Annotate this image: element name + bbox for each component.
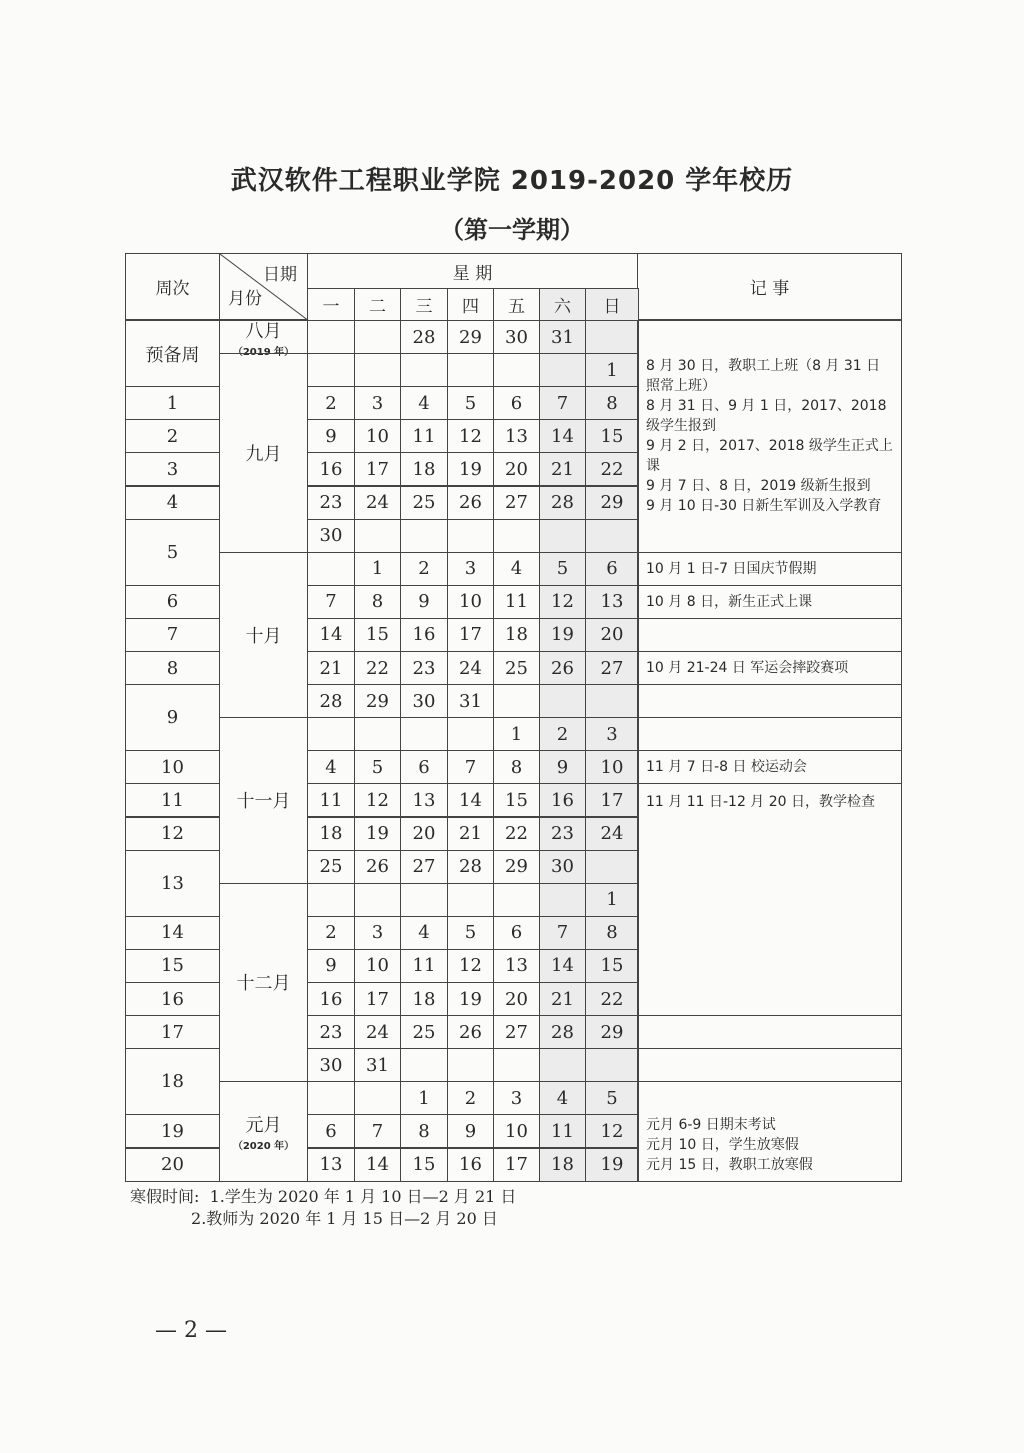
day-cell: 20 bbox=[493, 452, 540, 486]
note-line: 11 月 7 日-8 日 校运动会 bbox=[646, 759, 807, 776]
day-cell: 1 bbox=[585, 353, 639, 387]
month-name: 十月 bbox=[245, 625, 282, 647]
note-line: 元月 6-9 日期末考试 bbox=[646, 1116, 776, 1133]
day-cell: 11 bbox=[400, 949, 448, 983]
day-cell: 28 bbox=[539, 486, 586, 520]
day-cell: 6 bbox=[585, 552, 639, 586]
day-cell: 30 bbox=[307, 519, 355, 553]
day-cell: 14 bbox=[539, 419, 586, 453]
day-cell: 24 bbox=[354, 1015, 401, 1049]
day-cell: 7 bbox=[354, 1114, 401, 1148]
day-cell: 28 bbox=[447, 850, 494, 884]
day-cell: 18 bbox=[400, 452, 448, 486]
day-cell bbox=[539, 353, 586, 387]
month-year: （2020 年） bbox=[232, 1140, 295, 1152]
day-cell: 9 bbox=[539, 750, 586, 784]
day-cell bbox=[307, 353, 355, 387]
month-name: 十一月 bbox=[236, 791, 291, 813]
day-cell: 7 bbox=[539, 916, 586, 950]
day-cell: 27 bbox=[585, 651, 639, 685]
day-cell: 3 bbox=[493, 1081, 540, 1115]
day-cell: 10 bbox=[585, 750, 639, 784]
week-number-cell: 2 bbox=[125, 419, 220, 453]
day-cell bbox=[354, 519, 401, 553]
day-cell bbox=[400, 1048, 448, 1082]
day-cell bbox=[400, 717, 448, 751]
day-cell bbox=[447, 1048, 494, 1082]
day-cell: 8 bbox=[400, 1114, 448, 1148]
day-cell: 21 bbox=[307, 651, 355, 685]
day-cell: 31 bbox=[447, 684, 494, 718]
day-cell: 5 bbox=[354, 750, 401, 784]
day-cell bbox=[354, 1081, 401, 1115]
day-cell: 13 bbox=[493, 419, 540, 453]
day-cell bbox=[354, 353, 401, 387]
day-cell: 1 bbox=[493, 717, 540, 751]
day-cell: 19 bbox=[354, 817, 401, 851]
day-cell: 22 bbox=[585, 982, 639, 1016]
day-cell bbox=[354, 883, 401, 917]
day-cell: 28 bbox=[400, 320, 448, 354]
day-cell: 2 bbox=[400, 552, 448, 586]
day-cell: 13 bbox=[400, 783, 448, 817]
day-cell: 19 bbox=[539, 618, 586, 652]
day-cell: 7 bbox=[307, 585, 355, 619]
month-year: （2019 年） bbox=[232, 346, 295, 358]
week-number-cell: 18 bbox=[125, 1048, 220, 1115]
day-cell: 4 bbox=[539, 1081, 586, 1115]
day-cell: 11 bbox=[539, 1114, 586, 1148]
day-cell: 25 bbox=[400, 486, 448, 520]
day-cell: 5 bbox=[539, 552, 586, 586]
day-cell: 26 bbox=[539, 651, 586, 685]
day-cell: 8 bbox=[354, 585, 401, 619]
day-cell: 29 bbox=[447, 320, 494, 354]
month-cell bbox=[219, 552, 308, 719]
day-cell: 12 bbox=[585, 1114, 639, 1148]
day-cell bbox=[493, 883, 540, 917]
day-cell: 2 bbox=[539, 717, 586, 751]
day-cell: 12 bbox=[539, 585, 586, 619]
day-cell: 14 bbox=[539, 949, 586, 983]
note-line: 11 月 11 日-12 月 20 日，教学检查 bbox=[646, 794, 876, 811]
week-number-cell: 4 bbox=[125, 486, 220, 520]
day-cell: 12 bbox=[354, 783, 401, 817]
day-cell: 5 bbox=[447, 916, 494, 950]
day-cell: 27 bbox=[400, 850, 448, 884]
day-cell: 31 bbox=[354, 1048, 401, 1082]
day-cell: 11 bbox=[493, 585, 540, 619]
day-cell: 24 bbox=[447, 651, 494, 685]
day-cell: 15 bbox=[354, 618, 401, 652]
day-cell: 10 bbox=[493, 1114, 540, 1148]
day-cell: 20 bbox=[400, 817, 448, 851]
notes-cell bbox=[637, 1015, 902, 1049]
day-cell: 16 bbox=[307, 452, 355, 486]
day-cell bbox=[307, 717, 355, 751]
day-cell: 30 bbox=[400, 684, 448, 718]
note-line: 9 月 7 日、8 日，2019 级新生报到 bbox=[646, 478, 871, 495]
notes-cell bbox=[637, 552, 902, 586]
day-cell bbox=[307, 883, 355, 917]
day-cell bbox=[447, 519, 494, 553]
day-cell: 15 bbox=[400, 1148, 448, 1182]
day-cell: 26 bbox=[447, 1015, 494, 1049]
day-cell bbox=[493, 519, 540, 553]
day-cell: 16 bbox=[447, 1148, 494, 1182]
day-cell: 25 bbox=[400, 1015, 448, 1049]
note-line: 元月 15 日，教职工放寒假 bbox=[646, 1156, 813, 1173]
day-cell bbox=[539, 1048, 586, 1082]
day-cell: 14 bbox=[354, 1148, 401, 1182]
day-cell: 17 bbox=[585, 783, 639, 817]
day-cell: 3 bbox=[447, 552, 494, 586]
day-cell: 16 bbox=[400, 618, 448, 652]
week-number-cell: 17 bbox=[125, 1015, 220, 1049]
day-cell: 6 bbox=[493, 916, 540, 950]
week-number-cell: 预备周 bbox=[125, 320, 220, 387]
day-cell: 13 bbox=[585, 585, 639, 619]
month-cell bbox=[219, 1081, 308, 1181]
day-cell: 19 bbox=[447, 982, 494, 1016]
day-cell: 16 bbox=[307, 982, 355, 1016]
day-cell: 27 bbox=[493, 1015, 540, 1049]
day-cell: 4 bbox=[400, 386, 448, 420]
note-line: 10 月 21-24 日 军运会摔跤赛项 bbox=[646, 660, 849, 677]
day-cell bbox=[585, 684, 639, 718]
day-cell: 27 bbox=[493, 486, 540, 520]
date-month-header bbox=[219, 253, 308, 320]
notes-cell bbox=[637, 651, 902, 685]
day-cell bbox=[307, 552, 355, 586]
day-cell: 24 bbox=[585, 817, 639, 851]
day-cell: 23 bbox=[539, 817, 586, 851]
day-cell: 17 bbox=[354, 452, 401, 486]
day-cell: 18 bbox=[493, 618, 540, 652]
day-cell bbox=[307, 1081, 355, 1115]
notes-cell bbox=[637, 717, 902, 751]
page-number: — 2 — bbox=[155, 1318, 227, 1343]
day-cell bbox=[539, 883, 586, 917]
day-cell: 17 bbox=[447, 618, 494, 652]
day-cell: 6 bbox=[400, 750, 448, 784]
week-column-header: 周次 bbox=[125, 253, 220, 320]
day-cell: 29 bbox=[354, 684, 401, 718]
day-cell: 30 bbox=[493, 320, 540, 354]
day-cell: 14 bbox=[307, 618, 355, 652]
month-cell bbox=[219, 883, 308, 1083]
day-cell: 19 bbox=[585, 1148, 639, 1182]
day-cell: 5 bbox=[447, 386, 494, 420]
day-cell: 10 bbox=[354, 419, 401, 453]
weekday-header: 三 bbox=[400, 288, 448, 321]
week-number-cell: 10 bbox=[125, 750, 220, 784]
week-number-cell: 8 bbox=[125, 651, 220, 685]
day-cell: 22 bbox=[585, 452, 639, 486]
day-cell: 29 bbox=[585, 486, 639, 520]
note-line: 9 月 10 日-30 日新生军训及入学教育 bbox=[646, 498, 882, 515]
day-cell: 25 bbox=[493, 651, 540, 685]
day-cell bbox=[585, 320, 639, 354]
day-cell: 10 bbox=[354, 949, 401, 983]
day-cell: 12 bbox=[447, 949, 494, 983]
day-cell: 2 bbox=[447, 1081, 494, 1115]
day-cell bbox=[400, 883, 448, 917]
day-cell: 4 bbox=[493, 552, 540, 586]
day-cell bbox=[539, 519, 586, 553]
day-cell: 15 bbox=[585, 419, 639, 453]
week-number-cell: 12 bbox=[125, 817, 220, 851]
week-number-cell: 11 bbox=[125, 783, 220, 817]
day-cell: 26 bbox=[447, 486, 494, 520]
day-cell: 28 bbox=[539, 1015, 586, 1049]
day-cell: 25 bbox=[307, 850, 355, 884]
day-cell: 15 bbox=[493, 783, 540, 817]
day-cell: 18 bbox=[539, 1148, 586, 1182]
week-number-cell: 3 bbox=[125, 452, 220, 486]
day-cell bbox=[400, 353, 448, 387]
day-cell bbox=[585, 1048, 639, 1082]
week-number-cell: 9 bbox=[125, 684, 220, 751]
day-cell: 10 bbox=[447, 585, 494, 619]
notes-cell bbox=[637, 618, 902, 652]
day-cell: 9 bbox=[400, 585, 448, 619]
month-cell bbox=[219, 320, 308, 358]
day-cell: 9 bbox=[447, 1114, 494, 1148]
note-line: 8 月 31 日、9 月 1 日，2017、2018 级学生报到 bbox=[646, 398, 887, 435]
day-cell: 1 bbox=[400, 1081, 448, 1115]
day-cell bbox=[493, 1048, 540, 1082]
day-cell: 12 bbox=[447, 419, 494, 453]
notes-cell bbox=[637, 320, 902, 553]
day-cell: 28 bbox=[307, 684, 355, 718]
weekday-header: 二 bbox=[354, 288, 401, 321]
weekday-header: 四 bbox=[447, 288, 494, 321]
day-cell: 21 bbox=[539, 452, 586, 486]
day-cell bbox=[539, 684, 586, 718]
date-label: 日期 bbox=[263, 265, 297, 285]
day-cell: 5 bbox=[585, 1081, 639, 1115]
day-cell: 2 bbox=[307, 916, 355, 950]
weekday-header: 六 bbox=[539, 288, 586, 321]
day-cell: 20 bbox=[493, 982, 540, 1016]
day-cell: 31 bbox=[539, 320, 586, 354]
day-cell: 11 bbox=[400, 419, 448, 453]
day-cell: 30 bbox=[539, 850, 586, 884]
day-cell: 18 bbox=[307, 817, 355, 851]
weekday-header: 五 bbox=[493, 288, 540, 321]
day-cell: 11 bbox=[307, 783, 355, 817]
day-cell: 8 bbox=[493, 750, 540, 784]
day-cell: 3 bbox=[354, 916, 401, 950]
day-cell: 3 bbox=[354, 386, 401, 420]
day-cell: 8 bbox=[585, 386, 639, 420]
week-number-cell: 19 bbox=[125, 1114, 220, 1148]
week-number-cell: 5 bbox=[125, 519, 220, 586]
day-cell: 4 bbox=[400, 916, 448, 950]
note-line: 9 月 2 日，2017、2018 级学生正式上课 bbox=[646, 438, 893, 475]
month-cell bbox=[219, 717, 308, 884]
week-number-cell: 7 bbox=[125, 618, 220, 652]
day-cell bbox=[493, 684, 540, 718]
day-cell: 6 bbox=[307, 1114, 355, 1148]
month-cell bbox=[219, 353, 308, 553]
day-cell: 7 bbox=[447, 750, 494, 784]
month-name: 元月 bbox=[245, 1114, 282, 1136]
weekday-group-header: 星 期 bbox=[307, 253, 638, 289]
calendar-table bbox=[125, 253, 902, 1189]
day-cell bbox=[307, 320, 355, 354]
day-cell: 7 bbox=[539, 386, 586, 420]
day-cell: 9 bbox=[307, 949, 355, 983]
winter-break-line-1: 寒假时间: 1.学生为 2020 年 1 月 10 日—2 月 21 日 bbox=[130, 1187, 517, 1206]
day-cell: 20 bbox=[585, 618, 639, 652]
day-cell: 16 bbox=[539, 783, 586, 817]
day-cell bbox=[585, 850, 639, 884]
notes-cell bbox=[637, 783, 902, 1016]
day-cell: 22 bbox=[354, 651, 401, 685]
note-line: 8 月 30 日，教职工上班（8 月 31 日照常上班） bbox=[646, 358, 881, 395]
month-name: 九月 bbox=[245, 443, 282, 465]
day-cell: 21 bbox=[539, 982, 586, 1016]
weekday-header: 日 bbox=[585, 288, 639, 321]
day-cell bbox=[447, 353, 494, 387]
day-cell: 22 bbox=[493, 817, 540, 851]
day-cell: 23 bbox=[307, 486, 355, 520]
week-number-cell: 16 bbox=[125, 982, 220, 1016]
weekday-header: 一 bbox=[307, 288, 355, 321]
day-cell bbox=[493, 353, 540, 387]
notes-cell bbox=[637, 1081, 902, 1181]
month-name: 八月 bbox=[245, 320, 282, 342]
day-cell: 1 bbox=[585, 883, 639, 917]
notes-cell bbox=[637, 1048, 902, 1082]
day-cell: 15 bbox=[585, 949, 639, 983]
day-cell: 23 bbox=[307, 1015, 355, 1049]
day-cell bbox=[354, 717, 401, 751]
week-number-cell: 20 bbox=[125, 1148, 220, 1182]
notes-cell bbox=[637, 684, 902, 718]
day-cell bbox=[585, 519, 639, 553]
day-cell bbox=[400, 519, 448, 553]
day-cell: 29 bbox=[585, 1015, 639, 1049]
document-subtitle: （第一学期） bbox=[440, 216, 584, 244]
note-line: 元月 10 日，学生放寒假 bbox=[646, 1136, 799, 1153]
day-cell: 13 bbox=[307, 1148, 355, 1182]
week-number-cell: 6 bbox=[125, 585, 220, 619]
day-cell bbox=[354, 320, 401, 354]
day-cell: 23 bbox=[400, 651, 448, 685]
day-cell: 30 bbox=[307, 1048, 355, 1082]
day-cell: 2 bbox=[307, 386, 355, 420]
week-number-cell: 15 bbox=[125, 949, 220, 983]
day-cell: 4 bbox=[307, 750, 355, 784]
day-cell: 26 bbox=[354, 850, 401, 884]
note-line: 10 月 1 日-7 日国庆节假期 bbox=[646, 560, 817, 577]
winter-break-line-2: 2.教师为 2020 年 1 月 15 日—2 月 20 日 bbox=[130, 1209, 498, 1228]
month-name: 十二月 bbox=[236, 973, 291, 995]
day-cell: 17 bbox=[354, 982, 401, 1016]
winter-break-note bbox=[130, 1186, 516, 1230]
day-cell: 9 bbox=[307, 419, 355, 453]
month-label: 月份 bbox=[228, 289, 262, 309]
day-cell: 3 bbox=[585, 717, 639, 751]
notes-cell bbox=[637, 750, 902, 784]
week-number-cell: 14 bbox=[125, 916, 220, 950]
note-line: 10 月 8 日，新生正式上课 bbox=[646, 593, 813, 610]
day-cell: 24 bbox=[354, 486, 401, 520]
day-cell: 8 bbox=[585, 916, 639, 950]
notes-cell bbox=[637, 585, 902, 619]
day-cell bbox=[447, 883, 494, 917]
day-cell: 19 bbox=[447, 452, 494, 486]
day-cell: 13 bbox=[493, 949, 540, 983]
day-cell: 1 bbox=[354, 552, 401, 586]
day-cell: 17 bbox=[493, 1148, 540, 1182]
week-number-cell: 1 bbox=[125, 386, 220, 420]
document-title: 武汉软件工程职业学院 2019-2020 学年校历 bbox=[230, 166, 794, 196]
day-cell: 21 bbox=[447, 817, 494, 851]
day-cell: 18 bbox=[400, 982, 448, 1016]
day-cell: 29 bbox=[493, 850, 540, 884]
notes-header: 记 事 bbox=[637, 253, 902, 320]
day-cell: 6 bbox=[493, 386, 540, 420]
day-cell bbox=[447, 717, 494, 751]
week-number-cell: 13 bbox=[125, 850, 220, 917]
day-cell: 14 bbox=[447, 783, 494, 817]
